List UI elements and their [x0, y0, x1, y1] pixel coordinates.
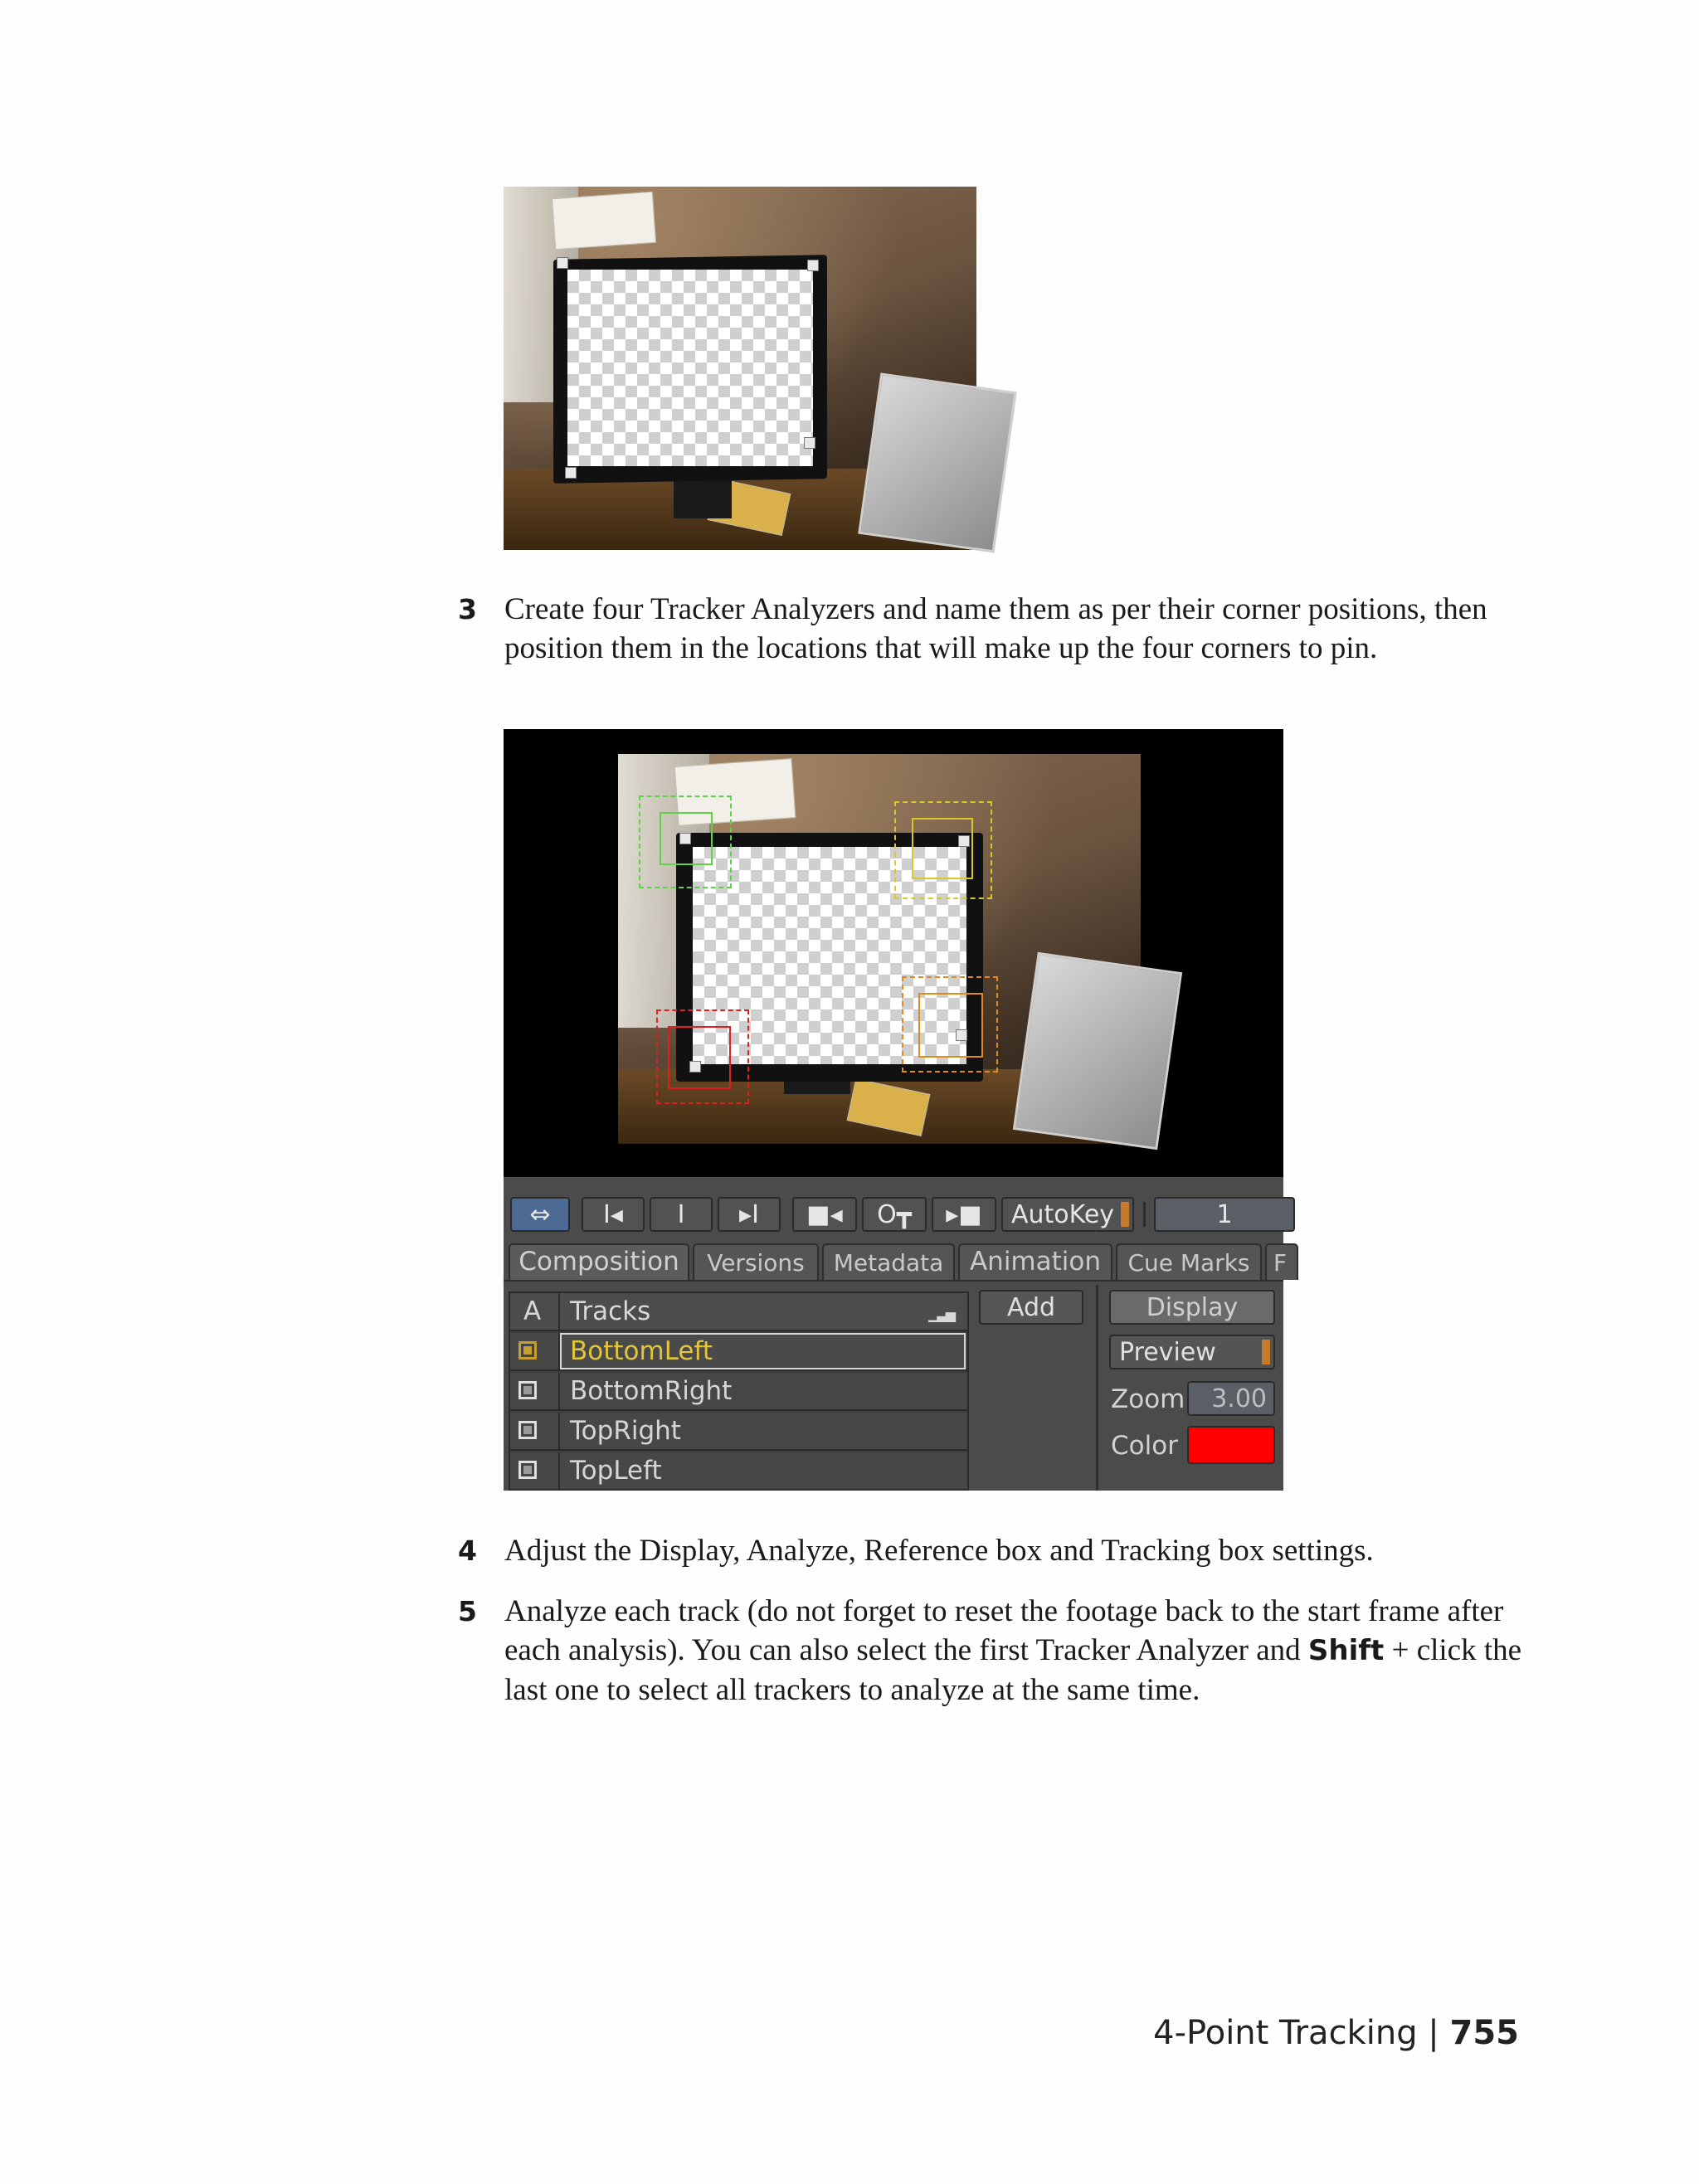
- last-frame-button[interactable]: [718, 1197, 781, 1232]
- step-5: [458, 1592, 1536, 1749]
- tab-overflow[interactable]: F: [1265, 1243, 1298, 1280]
- step-text: Analyze each track (do not forget to reset the footage back to the start frame after each analysis). You can also select the first Tracker Analyzer and Shift + click the last one to select all trackers to analyze at the same time.: [504, 1594, 1522, 1707]
- tracks-list[interactable]: [509, 1291, 969, 1491]
- preview-indicator: [1262, 1340, 1270, 1364]
- track-row[interactable]: [510, 1413, 967, 1451]
- track-row[interactable]: [510, 1373, 967, 1411]
- key-icon: O┳: [877, 1199, 912, 1229]
- step-text: Adjust the Display, Analyze, Reference box and Tracking box settings.: [504, 1534, 1374, 1568]
- autokey-label: AutoKey: [1011, 1199, 1115, 1229]
- step-text: Create four Tracker Analyzers and name them as per their corner positions, then position them in the locations that will make up the four corners to pin.: [504, 592, 1487, 665]
- autokey-button[interactable]: [1001, 1197, 1134, 1232]
- zoom-label: Zoom: [1111, 1384, 1185, 1414]
- tracker-topleft-ref[interactable]: [660, 812, 713, 865]
- display-button[interactable]: Display: [1109, 1290, 1275, 1325]
- track-name: TopLeft: [570, 1456, 662, 1486]
- next-keyframe-button[interactable]: [932, 1197, 996, 1232]
- shift-key: Shift: [1307, 1634, 1385, 1667]
- tab-versions[interactable]: Versions: [693, 1243, 819, 1280]
- track-enable-checkbox[interactable]: [518, 1341, 537, 1360]
- tracker-viewport[interactable]: [504, 729, 1283, 1177]
- step-number: 5: [458, 1595, 477, 1627]
- step-4: [458, 1531, 1536, 1573]
- tracker-bottomright-ref[interactable]: [918, 993, 983, 1058]
- tracker-panel: [504, 1177, 1288, 1491]
- track-enable-checkbox[interactable]: [518, 1381, 537, 1399]
- frame-field[interactable]: [1154, 1197, 1295, 1232]
- tab-animation[interactable]: Animation: [958, 1243, 1112, 1280]
- first-frame-button[interactable]: [582, 1197, 645, 1232]
- track-name: BottomLeft: [570, 1336, 713, 1366]
- current-frame-button[interactable]: [650, 1197, 713, 1232]
- current-frame-icon: I: [677, 1199, 685, 1229]
- page-footer: [1153, 2014, 1519, 2052]
- next-keyframe-icon: ▸■: [946, 1199, 982, 1229]
- step-number: 4: [458, 1535, 477, 1567]
- column-tracks-header: Tracks: [570, 1296, 651, 1326]
- autokey-indicator: [1121, 1202, 1129, 1227]
- color-swatch[interactable]: [1187, 1426, 1275, 1464]
- loop-icon: ⇔: [529, 1199, 551, 1229]
- tracker-topright-ref[interactable]: [912, 818, 973, 879]
- last-frame-icon: ▸I: [739, 1199, 759, 1229]
- footer-divider: |: [1428, 2014, 1439, 2052]
- track-enable-checkbox[interactable]: [518, 1461, 537, 1479]
- track-name: TopRight: [570, 1416, 681, 1446]
- column-a-header: A: [523, 1296, 542, 1326]
- prev-keyframe-icon: ■◂: [806, 1199, 843, 1229]
- set-key-button[interactable]: [862, 1197, 927, 1232]
- tab-composition[interactable]: Composition: [509, 1243, 689, 1280]
- preview-select[interactable]: Preview: [1109, 1335, 1275, 1369]
- frame-value: 1: [1216, 1199, 1233, 1229]
- toolbar-divider: [1143, 1202, 1146, 1227]
- track-row[interactable]: [510, 1452, 967, 1491]
- step-number: 3: [458, 593, 477, 625]
- track-enable-checkbox[interactable]: [518, 1421, 537, 1439]
- sort-icon: ▁▃▅: [928, 1306, 954, 1322]
- tab-metadata[interactable]: Metadata: [822, 1243, 955, 1280]
- running-section-title: 4-Point Tracking: [1153, 2014, 1418, 2052]
- first-frame-icon: I◂: [603, 1199, 623, 1229]
- track-row[interactable]: [510, 1333, 967, 1371]
- page-number: 755: [1449, 2014, 1519, 2052]
- tracker-bottomleft-ref[interactable]: [668, 1026, 731, 1089]
- tab-baseline: [504, 1280, 1283, 1282]
- loop-toggle-button[interactable]: [510, 1197, 570, 1232]
- column-divider: [1096, 1285, 1098, 1491]
- zoom-field[interactable]: 3.00: [1187, 1381, 1275, 1416]
- track-name: BottomRight: [570, 1376, 733, 1406]
- tab-cue-marks[interactable]: Cue Marks: [1116, 1243, 1262, 1280]
- color-label: Color: [1111, 1431, 1178, 1461]
- prev-keyframe-button[interactable]: [792, 1197, 857, 1232]
- add-track-button[interactable]: Add: [979, 1290, 1083, 1325]
- step-3: [458, 590, 1536, 706]
- monitor-photo-top: [504, 187, 976, 550]
- tracks-header: [510, 1293, 967, 1331]
